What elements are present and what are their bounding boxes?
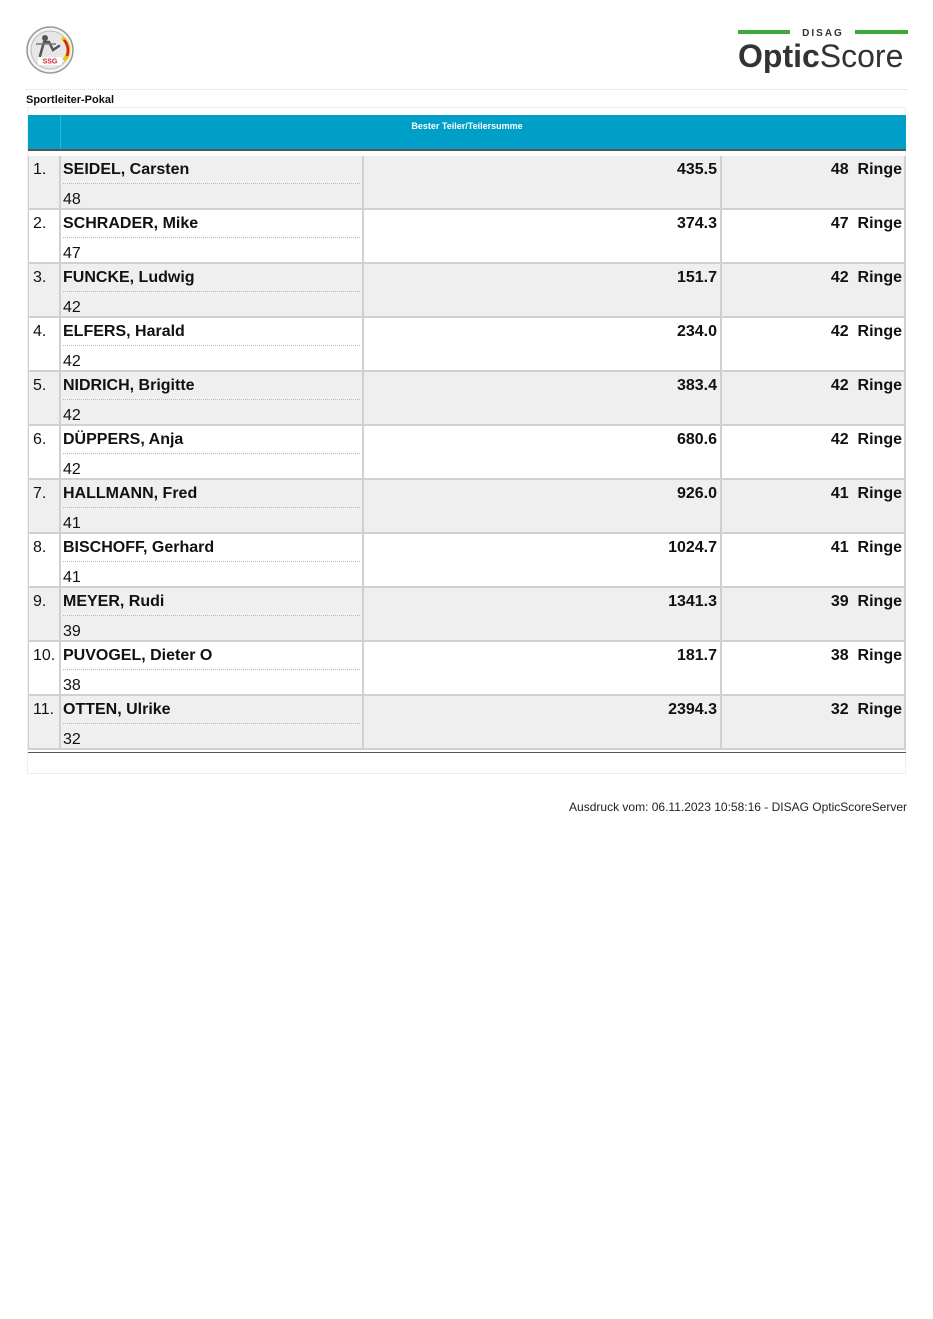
header-divider (26, 89, 907, 90)
column-separator (720, 696, 722, 748)
name-cell (61, 426, 362, 478)
shooter-subvalue: 42 (63, 407, 81, 424)
rank-cell (28, 480, 59, 532)
name-divider (63, 345, 360, 346)
table-row (28, 372, 906, 426)
score-cell (364, 156, 720, 208)
shooter-subvalue: 39 (63, 623, 81, 640)
name-cell (61, 372, 362, 424)
rank-value: 6. (33, 431, 47, 448)
column-separator (904, 480, 906, 532)
shooter-subvalue: 48 (63, 191, 81, 208)
logo-disag-text: DISAG (802, 28, 844, 39)
name-cell (61, 318, 362, 370)
rings-value: 41 Ringe (830, 485, 902, 502)
table-header-label: Bester Teiler/Teilersumme (411, 121, 523, 131)
rings-value: 42 Ringe (830, 323, 902, 340)
rank-value: 10. (33, 647, 56, 664)
column-separator (904, 642, 906, 694)
column-separator (904, 318, 906, 370)
column-separator (59, 210, 61, 262)
shooter-name: SEIDEL, Carsten (63, 161, 190, 178)
name-divider (63, 615, 360, 616)
results-table-body (28, 156, 906, 750)
svg-text:OpticScore (738, 38, 903, 73)
shooter-subvalue: 41 (63, 515, 81, 532)
rings-cell (722, 210, 905, 262)
rings-cell (722, 696, 905, 748)
name-cell (61, 642, 362, 694)
rank-value: 5. (33, 377, 47, 394)
score-cell (364, 210, 720, 262)
table-row (28, 696, 906, 750)
shooter-name: NIDRICH, Brigitte (63, 377, 195, 394)
score-cell (364, 642, 720, 694)
score-cell (364, 318, 720, 370)
rank-value: 2. (33, 215, 47, 232)
logo-optic-text: Optic (738, 38, 820, 73)
shooter-name: MEYER, Rudi (63, 593, 165, 610)
rings-cell (722, 264, 905, 316)
table-header-divider (28, 149, 906, 151)
column-separator (720, 372, 722, 424)
column-separator (362, 264, 364, 316)
name-divider (63, 291, 360, 292)
club-logo-text: SSG (42, 58, 58, 66)
rings-value: 41 Ringe (830, 539, 902, 556)
shooter-name: PUVOGEL, Dieter O (63, 647, 213, 664)
shooter-name: HALLMANN, Fred (63, 485, 198, 502)
document-title: Sportleiter-Pokal (26, 94, 115, 106)
rank-cell (28, 426, 59, 478)
name-divider (63, 237, 360, 238)
name-cell (61, 696, 362, 748)
column-separator (904, 426, 906, 478)
rank-value: 3. (33, 269, 47, 286)
teiler-score: 680.6 (676, 431, 717, 448)
shooter-subvalue: 47 (63, 245, 81, 262)
column-separator (362, 426, 364, 478)
table-row (28, 264, 906, 318)
rank-value: 1. (33, 161, 47, 178)
column-separator (59, 642, 61, 694)
column-separator (59, 696, 61, 748)
column-separator (904, 264, 906, 316)
rank-cell (28, 696, 59, 748)
column-separator (59, 426, 61, 478)
rank-cell (28, 372, 59, 424)
column-separator (59, 480, 61, 532)
score-cell (364, 480, 720, 532)
shooter-subvalue: 42 (63, 299, 81, 316)
column-separator (362, 480, 364, 532)
column-separator (720, 426, 722, 478)
name-divider (63, 723, 360, 724)
teiler-score: 383.4 (676, 377, 717, 394)
column-separator (362, 642, 364, 694)
column-separator (720, 210, 722, 262)
rank-cell (28, 642, 59, 694)
rank-cell (28, 210, 59, 262)
column-separator (362, 696, 364, 748)
rank-cell (28, 318, 59, 370)
column-separator (720, 588, 722, 640)
column-separator (904, 372, 906, 424)
table-row (28, 156, 906, 210)
name-cell (61, 210, 362, 262)
name-divider (63, 561, 360, 562)
teiler-score: 435.5 (676, 161, 717, 178)
table-row (28, 318, 906, 372)
shooter-name: SCHRADER, Mike (63, 215, 199, 232)
score-cell (364, 372, 720, 424)
table-row (28, 426, 906, 480)
shooter-name: FUNCKE, Ludwig (63, 269, 195, 286)
column-separator (904, 588, 906, 640)
column-separator (720, 642, 722, 694)
teiler-score: 181.7 (676, 647, 717, 664)
shooter-name: ELFERS, Harald (63, 323, 185, 340)
rank-value: 4. (33, 323, 47, 340)
name-cell (61, 156, 362, 208)
teiler-score: 374.3 (676, 215, 717, 232)
name-divider (63, 453, 360, 454)
table-bottom-divider (28, 752, 906, 753)
opticscore-logo (738, 27, 908, 73)
rings-value: 32 Ringe (830, 701, 902, 718)
rings-cell (722, 642, 905, 694)
rings-cell (722, 588, 905, 640)
column-separator (59, 534, 61, 586)
name-cell (61, 264, 362, 316)
teiler-score: 234.0 (676, 323, 717, 340)
name-divider (63, 399, 360, 400)
score-cell (364, 696, 720, 748)
rings-value: 42 Ringe (830, 269, 902, 286)
score-cell (364, 426, 720, 478)
rings-value: 47 Ringe (830, 215, 902, 232)
column-separator (362, 318, 364, 370)
table-row (28, 588, 906, 642)
column-separator (720, 480, 722, 532)
table-row (28, 480, 906, 534)
shooter-subvalue: 42 (63, 353, 81, 370)
rings-cell (722, 426, 905, 478)
column-separator (362, 210, 364, 262)
rank-value: 8. (33, 539, 47, 556)
teiler-score: 926.0 (676, 485, 717, 502)
shooter-name: BISCHOFF, Gerhard (63, 539, 215, 556)
rings-value: 42 Ringe (830, 377, 902, 394)
column-separator (904, 156, 906, 208)
shooter-subvalue: 32 (63, 731, 81, 748)
shooter-subvalue: 42 (63, 461, 81, 478)
teiler-score: 2394.3 (668, 701, 717, 718)
column-separator (720, 156, 722, 208)
rank-value: 9. (33, 593, 47, 610)
rings-cell (722, 318, 905, 370)
rings-cell (722, 156, 905, 208)
rank-cell (28, 588, 59, 640)
name-cell (61, 588, 362, 640)
column-separator (904, 696, 906, 748)
rank-cell (28, 156, 59, 208)
shooter-name: DÜPPERS, Anja (63, 431, 184, 448)
table-header-band (28, 115, 906, 149)
table-row (28, 210, 906, 264)
score-cell (364, 534, 720, 586)
name-divider (63, 507, 360, 508)
logo-score-text: Score (819, 38, 904, 73)
column-separator (362, 372, 364, 424)
column-separator (720, 318, 722, 370)
print-footer: Ausdruck vom: 06.11.2023 10:58:16 - DISAG OpticScoreServer (569, 800, 907, 814)
rank-value: 11. (33, 701, 55, 718)
column-separator (59, 372, 61, 424)
rank-cell (28, 264, 59, 316)
column-separator (362, 534, 364, 586)
rings-value: 42 Ringe (830, 431, 902, 448)
column-separator (59, 588, 61, 640)
shooter-name: OTTEN, Ulrike (63, 701, 171, 718)
score-cell (364, 588, 720, 640)
column-separator (720, 264, 722, 316)
rings-cell (722, 480, 905, 532)
rings-value: 48 Ringe (830, 161, 902, 178)
shooter-subvalue: 41 (63, 569, 81, 586)
name-divider (63, 183, 360, 184)
column-separator (720, 534, 722, 586)
column-separator (362, 588, 364, 640)
column-separator (904, 210, 906, 262)
column-separator (59, 156, 61, 208)
rings-value: 38 Ringe (830, 647, 902, 664)
teiler-score: 1341.3 (668, 593, 717, 610)
name-cell (61, 534, 362, 586)
rings-cell (722, 372, 905, 424)
rings-cell (722, 534, 905, 586)
club-logo (26, 26, 74, 74)
rank-cell (28, 534, 59, 586)
rings-value: 39 Ringe (830, 593, 902, 610)
name-divider (63, 669, 360, 670)
column-separator (904, 534, 906, 586)
table-row (28, 534, 906, 588)
teiler-score: 151.7 (676, 269, 717, 286)
column-separator (362, 156, 364, 208)
rank-value: 7. (33, 485, 47, 502)
column-separator (59, 318, 61, 370)
shooter-subvalue: 38 (63, 677, 81, 694)
column-separator (59, 264, 61, 316)
name-cell (61, 480, 362, 532)
score-cell (364, 264, 720, 316)
table-row (28, 642, 906, 696)
teiler-score: 1024.7 (668, 539, 717, 556)
